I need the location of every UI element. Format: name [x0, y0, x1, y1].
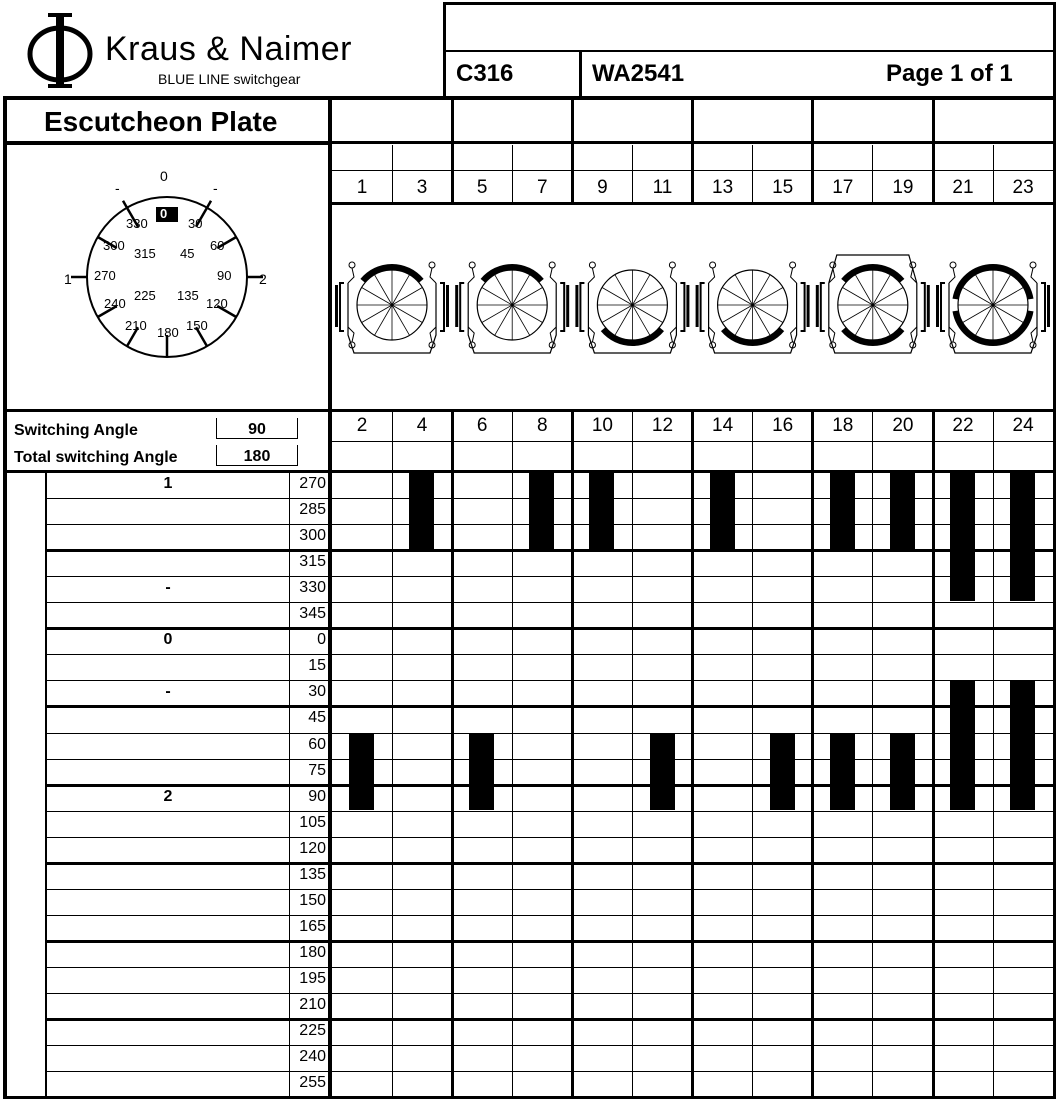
- position-angle: 45: [308, 709, 326, 727]
- contact-terminal-top: 9: [597, 177, 608, 198]
- contact-closed-bar: [830, 734, 855, 810]
- contact-closed-bar: [409, 473, 434, 549]
- position-angle: 105: [299, 813, 326, 831]
- position-angle: 60: [308, 735, 326, 753]
- position-angle: 15: [308, 657, 326, 675]
- dial-selected-zero: 0: [160, 206, 168, 221]
- position-angle: 255: [299, 1074, 326, 1092]
- cam-diagram: [816, 255, 930, 353]
- position-angle: 0: [317, 631, 326, 649]
- contact-closed-bar: [349, 734, 374, 810]
- dial-degree-label: 270: [94, 268, 116, 283]
- contact-terminal-top: 13: [712, 177, 734, 198]
- contact-terminal-top: 15: [772, 177, 794, 198]
- position-angle: 285: [299, 501, 326, 519]
- dial-dash-right: -: [213, 180, 218, 196]
- total-angle-value: 180: [216, 445, 298, 466]
- position-label: 2: [163, 787, 173, 805]
- contact-terminal-bottom: 22: [952, 415, 974, 436]
- contact-closed-bar: [589, 473, 614, 549]
- brand-name: Kraus & Naimer: [105, 30, 352, 68]
- escutcheon-plate-title: Escutcheon Plate: [44, 106, 278, 137]
- contact-terminal-top: 17: [832, 177, 854, 198]
- contact-terminal-bottom: 6: [476, 415, 488, 436]
- position-angle: 90: [308, 787, 326, 805]
- contact-terminal-top: 21: [952, 177, 974, 198]
- position-angle: 240: [299, 1048, 326, 1066]
- kraus-naimer-logo-icon: [22, 10, 102, 90]
- position-angle: 30: [308, 683, 326, 701]
- dial-degree-label: 90: [217, 268, 232, 283]
- position-angle: 135: [299, 865, 326, 883]
- cam-diagram: [455, 262, 569, 353]
- cam-diagram: [575, 262, 689, 353]
- position-angle: 195: [299, 969, 326, 987]
- position-angle: 315: [299, 553, 326, 571]
- position-angle: 225: [299, 1022, 326, 1040]
- contact-closed-bar: [1010, 681, 1035, 809]
- dial-degree-label: 120: [206, 296, 228, 311]
- contact-terminal-bottom: 10: [591, 415, 613, 436]
- dial-degree-label: 60: [210, 238, 225, 253]
- position-angle: 75: [308, 761, 326, 779]
- contact-closed-bar: [890, 734, 915, 810]
- dial-position-1: 1: [64, 271, 72, 287]
- contact-closed-bar: [830, 473, 855, 549]
- dial-degree-label: 135: [177, 288, 199, 303]
- position-angle: 120: [299, 839, 326, 857]
- contact-closed-bar: [710, 473, 735, 549]
- dial-degree-label: 45: [180, 246, 195, 261]
- contact-terminal-top: 1: [356, 177, 368, 198]
- type-code: C316: [456, 60, 514, 87]
- cam-diagram: [936, 262, 1050, 353]
- position-angle: 165: [299, 917, 326, 935]
- contact-closed-bar: [529, 473, 554, 549]
- contact-closed-bar: [770, 734, 795, 810]
- switching-angle-value: 90: [216, 418, 298, 439]
- position-angle: 345: [299, 605, 326, 623]
- contact-terminal-bottom: 8: [537, 415, 548, 436]
- drawing-number: WA2541: [592, 60, 685, 87]
- dial-degree-label: 225: [134, 288, 156, 303]
- cam-diagrams: [332, 205, 1053, 410]
- dial-degree-label: 330: [126, 216, 148, 231]
- position-angle: 330: [299, 579, 326, 597]
- position-label: -: [165, 579, 171, 597]
- contact-terminal-bottom: 18: [832, 415, 854, 436]
- position-angle: 300: [299, 527, 326, 545]
- position-angle: 270: [299, 475, 326, 492]
- page-indicator: Page 1 of 1: [886, 60, 1013, 87]
- dial-degree-label: 240: [104, 296, 126, 311]
- contact-closed-bar: [469, 734, 494, 810]
- contact-terminal-bottom: 16: [772, 415, 794, 436]
- position-angle: 210: [299, 996, 326, 1013]
- position-angle: 150: [299, 891, 326, 909]
- contact-terminal-top: 11: [652, 177, 673, 198]
- dial-tick: [123, 201, 127, 208]
- dial-degree-label: 150: [186, 318, 208, 333]
- cam-diagram: [335, 262, 449, 353]
- cam-diagram: [696, 262, 810, 353]
- contact-closed-bar: [950, 473, 975, 601]
- position-angle: 180: [299, 943, 326, 961]
- contact-closed-bar: [650, 734, 675, 810]
- contact-terminal-bottom: 24: [1012, 415, 1034, 436]
- dial-degree-label: 315: [134, 246, 156, 261]
- contact-closed-bar: [890, 473, 915, 549]
- contact-terminal-bottom: 4: [416, 415, 428, 436]
- contact-terminal-top: 3: [416, 177, 428, 198]
- switching-angle-label: Switching Angle: [14, 422, 138, 439]
- contact-terminal-bottom: 12: [651, 415, 674, 436]
- total-angle-label: Total switching Angle: [14, 449, 178, 466]
- dial-tick: [207, 201, 211, 208]
- contact-terminal-top: 23: [1012, 177, 1034, 198]
- contact-terminal-top: 19: [892, 177, 914, 198]
- brand-tagline: BLUE LINE switchgear: [158, 71, 301, 87]
- dial-degree-label: 300: [103, 238, 125, 253]
- position-label: -: [165, 683, 171, 701]
- contact-terminal-top: 7: [537, 177, 548, 198]
- dial-top-zero: 0: [160, 168, 168, 184]
- contact-closed-bar: [1010, 473, 1035, 601]
- dial-dash-left: -: [115, 180, 120, 196]
- contact-closed-bar: [950, 681, 975, 809]
- position-label: 0: [163, 631, 173, 649]
- position-label: 1: [163, 475, 173, 492]
- dial-position-2: 2: [259, 271, 267, 287]
- dial-degree-label: 180: [157, 325, 179, 340]
- contact-terminal-bottom: 14: [712, 415, 734, 436]
- contact-terminal-bottom: 2: [356, 415, 368, 436]
- dial-degree-label: 210: [125, 318, 147, 333]
- contact-terminal-top: 5: [476, 177, 488, 198]
- dial-degree-label: 30: [188, 216, 203, 231]
- contact-terminal-bottom: 20: [892, 415, 914, 436]
